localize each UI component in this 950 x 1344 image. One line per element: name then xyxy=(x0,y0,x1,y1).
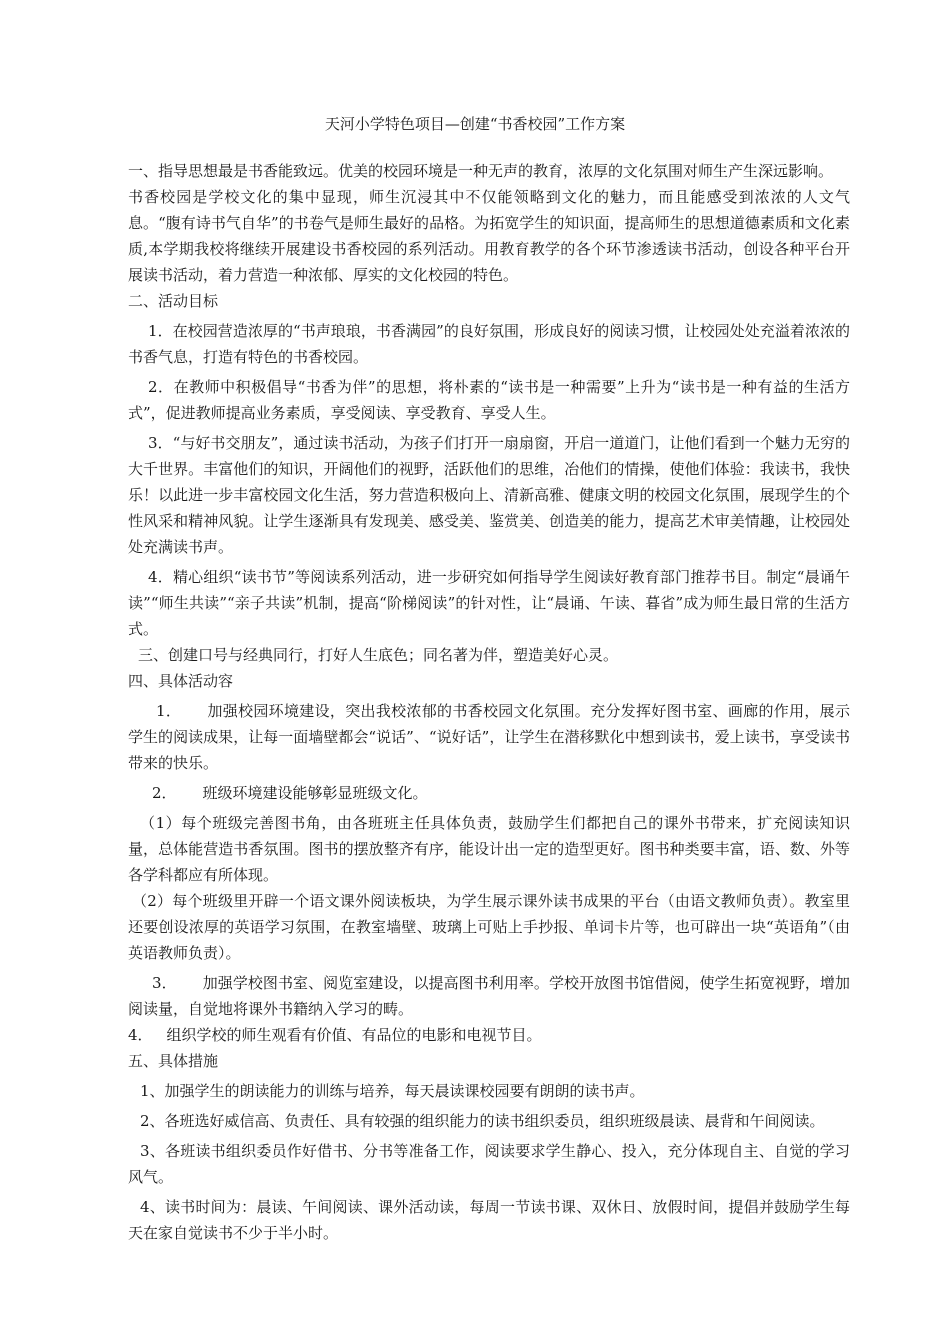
activity-item-4 xyxy=(128,1022,850,1048)
measure-item-3: 3、各班读书组织委员作好借书、分书等准备工作，阅读要求学生静心、投入，充分体现自主、自觉的学习风气。 xyxy=(128,1142,850,1186)
goal-item-2: 2．在教师中积极倡导“书香为伴”的思想，将朴素的“读书是一种需要”上升为“读书是一种有益的生活方式”，促进教师提高业务素质，享受阅读、享受教育、享受人生。 xyxy=(128,378,850,422)
document-body xyxy=(128,158,850,1246)
activity-number-4: 4． xyxy=(128,1026,153,1044)
section-heading-slogan: 三、创建口号与经典同行，打好人生底色；同名著为伴，塑造美好心灵。 xyxy=(138,646,619,664)
section-heading-activity-goals: 二、活动目标 xyxy=(128,292,219,310)
class-measure-2: （2）每个班级里开辟一个语文课外阅读板块，为学生展示课外读书成果的平台（由语文教师负责）。教室里还要创设浓厚的英语学习氛围，在教室墙壁、玻璃上可贴上手抄报、单词卡片等，也可辟出一块“英语角”（由英语教师负责）。 xyxy=(128,892,850,962)
activity-item-2 xyxy=(128,780,850,806)
section-heading-guiding-ideology: 一、指导思想最是书香能致远。优美的校园环境是一种无声的教育，浓厚的文化氛围对师生产生深远影响。 xyxy=(128,162,834,180)
activity-item-3 xyxy=(128,970,850,1022)
activity-number-2: 2． xyxy=(152,784,177,802)
activity-text-1: 加强校园环境建设，突出我校浓郁的书香校园文化氛围。充分发挥好图书室、画廊的作用，展示学生的阅读成果，让每一面墙壁都会“说话”、“说好话”，让学生在潜移默化中想到读书，爱上读书，享受读书带来的快乐。 xyxy=(128,702,850,772)
document-title: 天河小学特色项目—创建“书香校园”工作方案 xyxy=(324,115,626,133)
goal-item-4: 4．精心组织“读书节”等阅读系列活动，进一步研究如何指导学生阅读好教育部门推荐书目。制定“晨诵午读”“师生共读”“亲子共读”机制，提高“阶梯阅读”的针对性，让“晨诵、午读、暮省”成为师生最日常的生活方式。 xyxy=(128,568,850,638)
paragraph-book-campus-intro: 书香校园是学校文化的集中显现，师生沉浸其中不仅能领略到文化的魅力，而且能感受到浓浓的人文气息。“腹有诗书气自华”的书卷气是师生最好的品格。为拓宽学生的知识面，提高师生的思想道德素质和文化素质,本学期我校将继续开展建设书香校园的系列活动。用教育教学的各个环节渗透读书活动，创设各种平台开展读书活动，着力营造一种浓郁、厚实的文化校园的特色。 xyxy=(128,188,850,284)
activity-number-1: 1． xyxy=(156,702,182,720)
measure-item-1: 1、加强学生的朗读能力的训练与培养，每天晨读课校园要有朗朗的读书声。 xyxy=(140,1082,645,1100)
class-measure-1: （1）每个班级完善图书角，由各班班主任具体负责，鼓励学生们都把自己的课外书带来，扩充阅读知识量，总体能营造书香氛围。图书的摆放整齐有序，能设计出一定的造型更好。图书种类要丰富，语、数、外等各学科都应有所体现。 xyxy=(128,814,850,884)
activity-item-1 xyxy=(128,698,850,776)
goal-item-3: 3．“与好书交朋友”，通过读书活动，为孩子们打开一扇扇窗，开启一道道门，让他们看到一个魅力无穷的大千世界。丰富他们的知识，开阔他们的视野，活跃他们的思维，冶他们的情操，使他们体验：我读书，我快乐！以此进一步丰富校园文化生活，努力营造积极向上、清新高雅、健康文明的校园文化氛围，展现学生的个性风采和精神风貌。让学生逐渐具有发现美、感受美、鉴赏美、创造美的能力，提高艺术审美情趣，让校园处处充满读书声。 xyxy=(128,434,850,556)
goal-item-1: 1．在校园营造浓厚的“书声琅琅，书香满园”的良好氛围，形成良好的阅读习惯，让校园处处充溢着浓浓的书香气息，打造有特色的书香校园。 xyxy=(128,322,850,366)
section-heading-activities: 四、具体活动容 xyxy=(128,672,234,690)
measure-item-4: 4、读书时间为：晨读、午间阅读、课外活动读，每周一节读书课、双休日、放假时间，提倡并鼓励学生每天在家自觉读书不少于半小时。 xyxy=(128,1198,850,1242)
activity-text-4: 组织学校的师生观看有价值、有品位的电影和电视节目。 xyxy=(166,1026,542,1044)
activity-text-2: 班级环境建设能够彰显班级文化。 xyxy=(202,784,428,802)
activity-number-3: 3． xyxy=(152,974,177,992)
measure-item-2: 2、各班选好威信高、负责任、具有较强的组织能力的读书组织委员，组织班级晨读、晨背和午间阅读。 xyxy=(140,1112,825,1130)
activity-text-3: 加强学校图书室、阅览室建设，以提高图书利用率。学校开放图书馆借阅，使学生拓宽视野，增加阅读量，自觉地将课外书籍纳入学习的畴。 xyxy=(128,974,850,1018)
section-heading-measures: 五、具体措施 xyxy=(128,1052,219,1070)
